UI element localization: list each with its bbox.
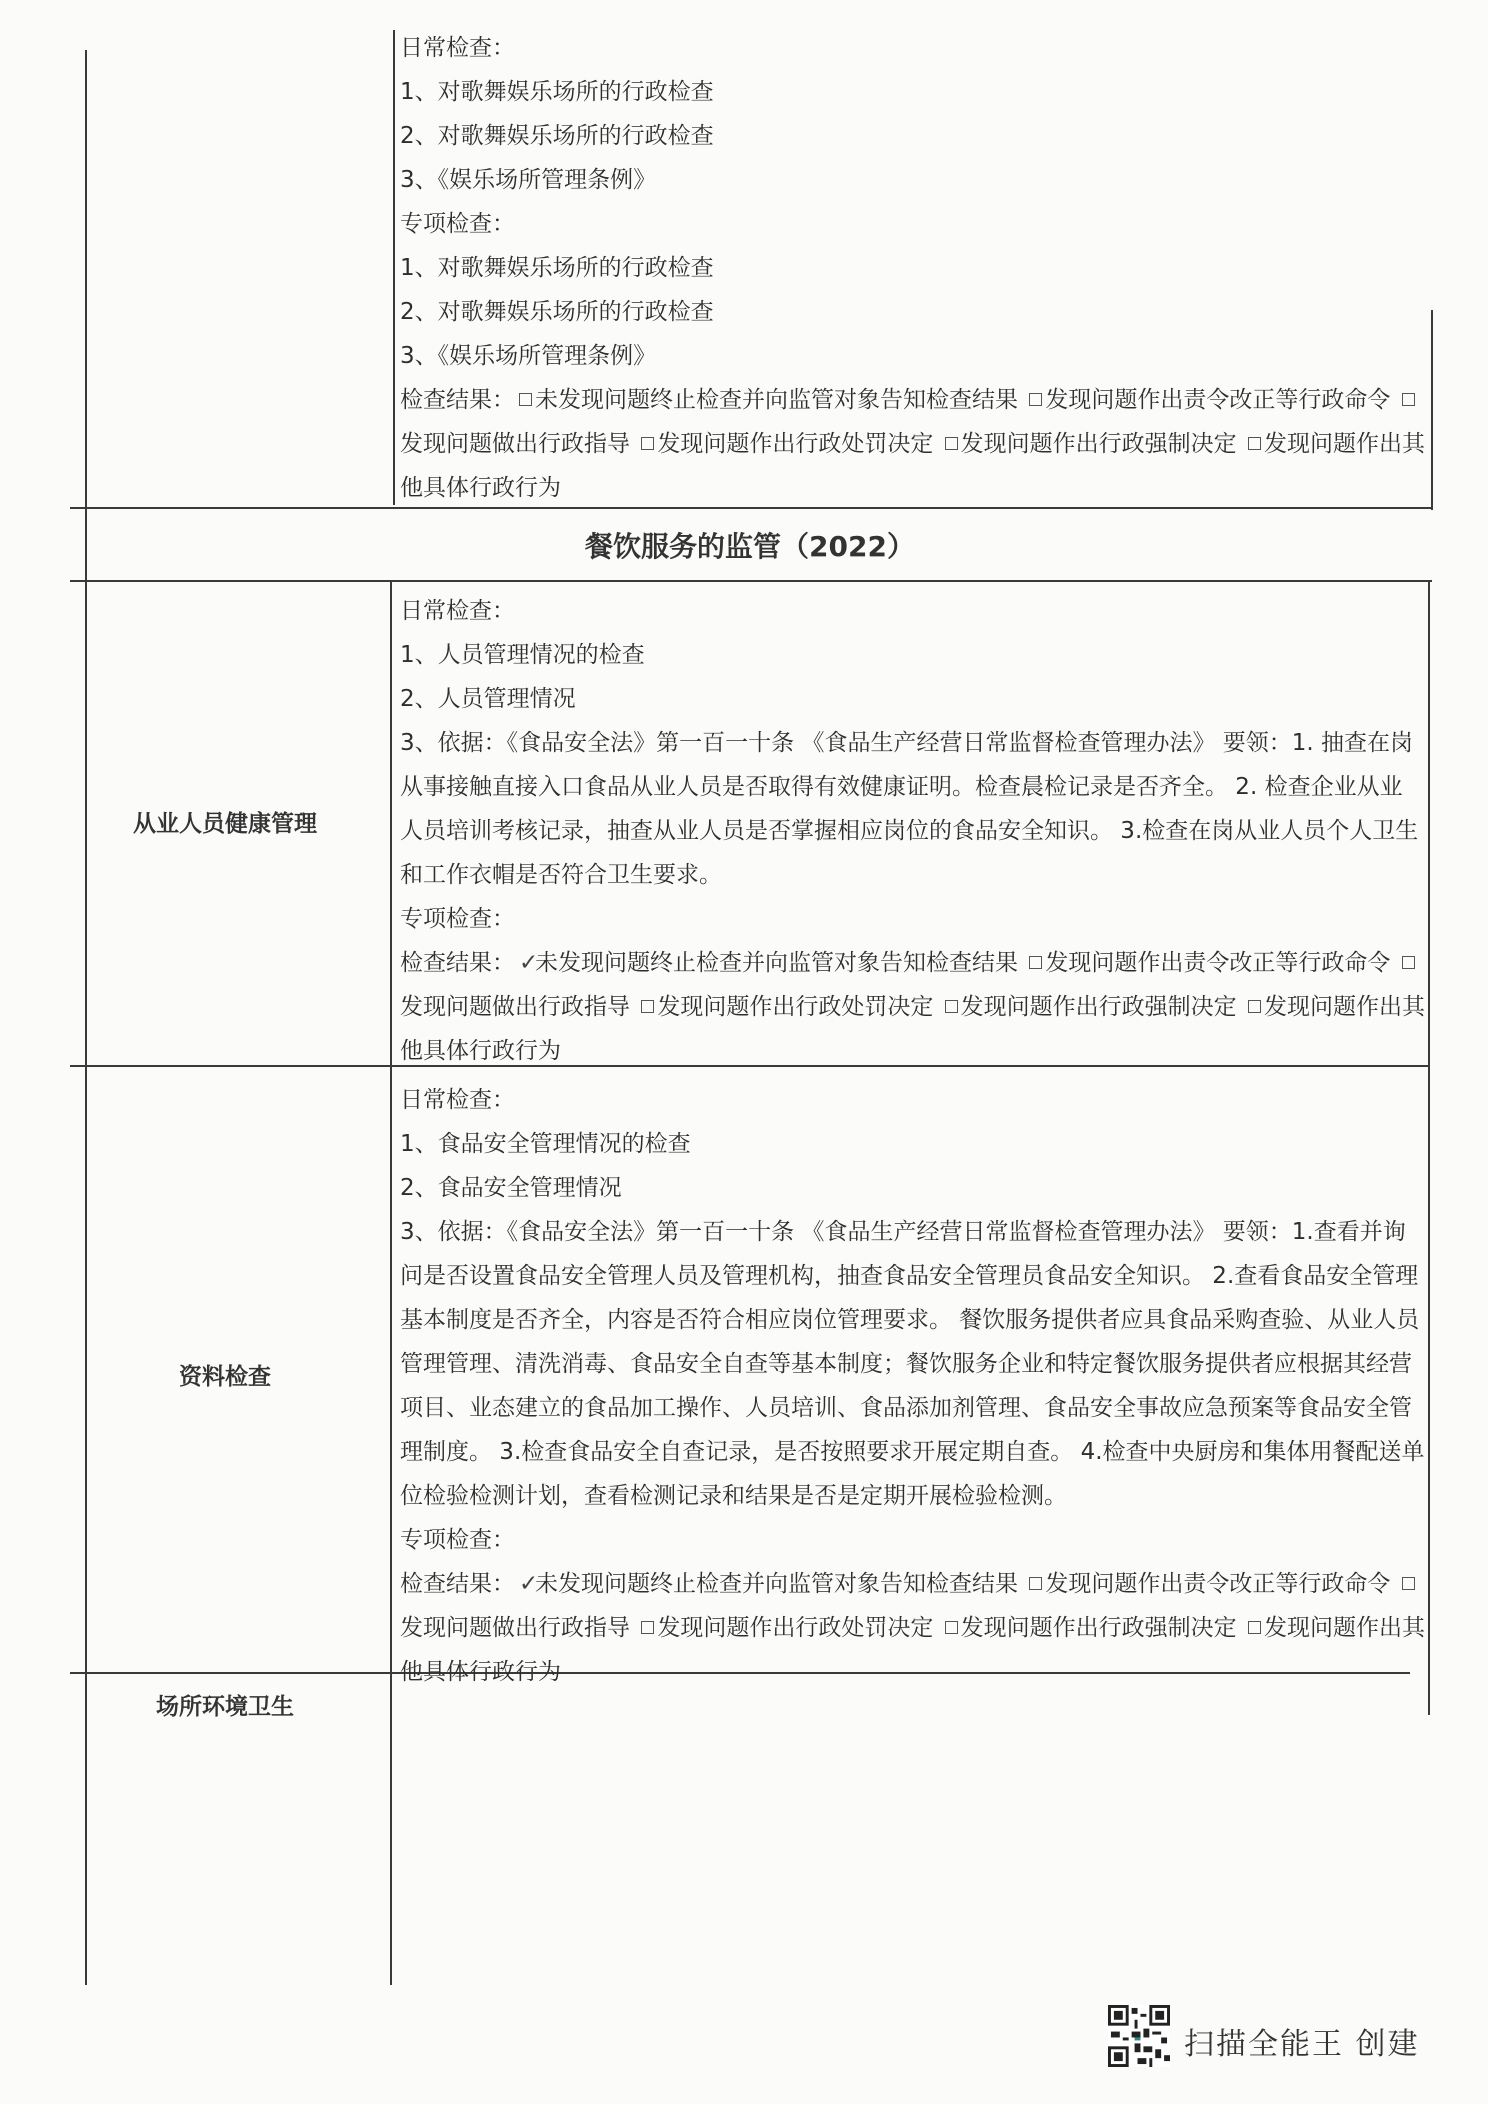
checkbox[interactable] — [641, 1000, 654, 1013]
text-line: 1、人员管理情况的检查 — [400, 642, 645, 668]
checkbox[interactable] — [1029, 956, 1042, 969]
checkbox[interactable] — [1029, 1577, 1042, 1590]
result-option: 发现问题作出行政强制决定 — [960, 431, 1237, 457]
section-title: 餐饮服务的监管（2022） — [585, 530, 915, 563]
special-heading: 专项检查： — [400, 1527, 515, 1553]
daily-heading: 日常检查： — [400, 1087, 515, 1113]
daily-heading: 日常检查： — [400, 598, 515, 624]
result-option: 发现问题作出行政强制决定 — [960, 994, 1237, 1020]
result-option: 发现问题作出其他具体行政行为 — [400, 431, 1425, 501]
checkbox[interactable] — [641, 437, 654, 450]
checkbox[interactable] — [1402, 1577, 1415, 1590]
text-line: 3、《娱乐场所管理条例》 — [400, 343, 657, 369]
checkbox[interactable] — [1029, 393, 1042, 406]
checkbox[interactable] — [1248, 437, 1261, 450]
result-option: 发现问题作出行政处罚决定 — [657, 994, 934, 1020]
text-line: 日常检查： — [400, 35, 515, 61]
result-option: 发现问题作出其他具体行政行为 — [400, 1615, 1425, 1685]
checkbox[interactable] — [1402, 393, 1415, 406]
result-label: 检查结果： — [400, 1571, 515, 1597]
result-option: 发现问题作出行政强制决定 — [960, 1615, 1237, 1641]
column-divider — [390, 580, 392, 1985]
result-option: 发现问题做出行政指导 — [400, 431, 630, 457]
inspection-result — [400, 941, 1425, 1073]
result-option: 发现问题作出责令改正等行政命令 — [1045, 950, 1391, 976]
table-right-border — [1428, 580, 1430, 1715]
text-line: 3、《娱乐场所管理条例》 — [400, 167, 657, 193]
text-line: 1、食品安全管理情况的检查 — [400, 1131, 691, 1157]
special-heading: 专项检查： — [400, 906, 515, 932]
row-content-health — [400, 589, 1425, 1073]
checkbox[interactable] — [945, 1000, 958, 1013]
result-option: 未发现问题终止检查并向监管对象告知检查结果 — [535, 387, 1018, 413]
result-option: 发现问题作出行政处罚决定 — [657, 431, 934, 457]
result-option: 发现问题作出责令改正等行政命令 — [1045, 387, 1391, 413]
inspection-result — [400, 378, 1425, 510]
qr-code-icon — [1108, 2005, 1170, 2067]
text-line: 专项检查： — [400, 211, 515, 237]
column-divider — [393, 30, 395, 505]
inspection-result — [400, 1562, 1425, 1694]
checkbox[interactable] — [1402, 956, 1415, 969]
result-option: 发现问题做出行政指导 — [400, 994, 630, 1020]
checkbox[interactable] — [519, 393, 532, 406]
checkbox[interactable] — [945, 437, 958, 450]
result-label: 检查结果： — [400, 387, 515, 413]
watermark-text: 扫描全能王 创建 — [1184, 2027, 1420, 2062]
text-line: 1、对歌舞娱乐场所的行政检查 — [400, 255, 714, 281]
row-divider — [70, 580, 1432, 582]
result-option: 发现问题作出其他具体行政行为 — [400, 994, 1425, 1064]
scanner-watermark — [1108, 2005, 1468, 2075]
table-right-border — [1431, 310, 1433, 510]
basis-text: 3、依据：《食品安全法》第一百一十条 《食品生产经营日常监督检查管理办法》 要领：1. 抽查在岗从事接触直接入口食品从业人员是否取得有效健康证明。检查晨检记录是否齐全。 2. 检查企业从业人员培训考核记录，抽查从业人员是否掌握相应岗位的食品安全知识。 3.检查在岗从业人员个人卫生和工作衣帽是否符合卫生要求。 — [400, 730, 1419, 888]
top-content-cell — [400, 26, 1425, 510]
text-line: 2、对歌舞娱乐场所的行政检查 — [400, 299, 714, 325]
text-line: 2、食品安全管理情况 — [400, 1175, 622, 1201]
text-line: 2、人员管理情况 — [400, 686, 576, 712]
checkbox[interactable] — [641, 1621, 654, 1634]
row-label-health: 从业人员健康管理 — [133, 811, 317, 837]
result-option: 发现问题做出行政指导 — [400, 1615, 630, 1641]
row-label-sanitation: 场所环境卫生 — [156, 1694, 294, 1720]
row-label-documents: 资料检查 — [179, 1364, 271, 1390]
result-option: 未发现问题终止检查并向监管对象告知检查结果 — [535, 950, 1018, 976]
result-option: 未发现问题终止检查并向监管对象告知检查结果 — [535, 1571, 1018, 1597]
checkbox[interactable] — [1248, 1000, 1261, 1013]
row-content-documents — [400, 1078, 1425, 1694]
checked-mark-icon[interactable]: ✓ — [519, 1571, 539, 1597]
result-label: 检查结果： — [400, 950, 515, 976]
result-option: 发现问题作出责令改正等行政命令 — [1045, 1571, 1391, 1597]
text-line: 1、对歌舞娱乐场所的行政检查 — [400, 79, 714, 105]
checkbox[interactable] — [945, 1621, 958, 1634]
checked-mark-icon[interactable]: ✓ — [519, 950, 539, 976]
checkbox[interactable] — [1248, 1621, 1261, 1634]
basis-text: 3、依据：《食品安全法》第一百一十条 《食品生产经营日常监督检查管理办法》 要领：1.查看并询问是否设置食品安全管理人员及管理机构，抽查食品安全管理员食品安全知识。 2.查看食品安全管理基本制度是否齐全，内容是否符合相应岗位管理要求。 餐饮服务提供者应具食品采购查验、从业人员管理管理、清洗消毒、食品安全自查等基本制度；餐饮服务企业和特定餐饮服务提供者应根据其经营项目、业态建立的食品加工操作、人员培训、食品添加剂管理、食品安全事故应急预案等食品安全管理制度。 3.检查食品安全自查记录，是否按照要求开展定期自查。 4.检查中央厨房和集体用餐配送单位检验检测计划，查看检测记录和结果是否是定期开展检验检测。 — [400, 1219, 1425, 1509]
result-option: 发现问题作出行政处罚决定 — [657, 1615, 934, 1641]
text-line: 2、对歌舞娱乐场所的行政检查 — [400, 123, 714, 149]
